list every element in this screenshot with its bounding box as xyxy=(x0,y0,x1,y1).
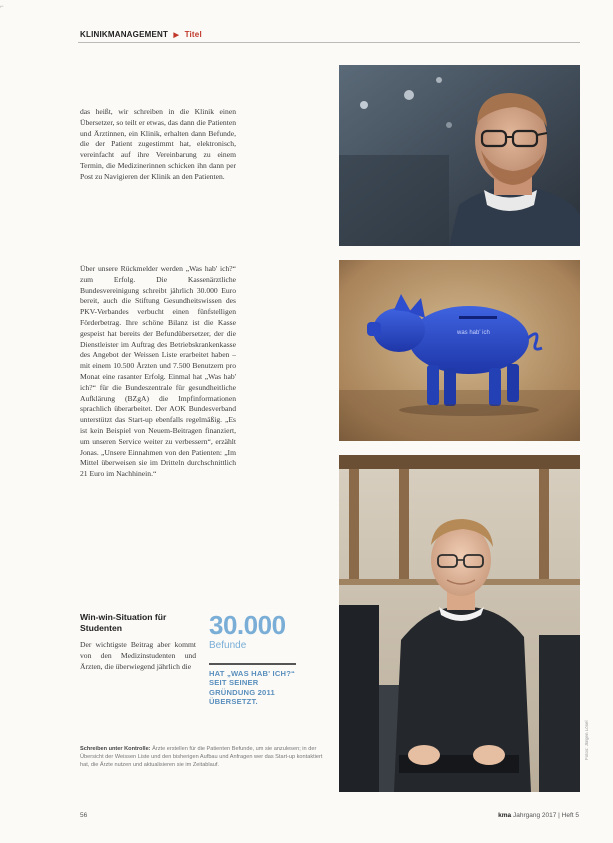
issue-info: Jahrgang 2017 | Heft 5 xyxy=(512,812,579,819)
section-label: KLINIKMANAGEMENT xyxy=(80,30,169,39)
footer-issue xyxy=(498,812,579,819)
photo-credit: Fotos: Jürgen Lösel xyxy=(584,720,589,760)
corner-mark: ⌐ xyxy=(0,4,4,10)
caption-text: Ärzte erstellen für die Patienten Befunde, um sie anzulesen; in der Übersicht der Weissen Liste und den bisherigen Aufbau und Anfragen wer das Start-up kontaktiert hat, die Ärzte nutzen und aktualisieren sie im Zeitablauf. xyxy=(80,746,323,769)
caption-lead: Schreiben unter Kontrolle: xyxy=(80,746,151,752)
photo-man-at-computer xyxy=(339,455,580,792)
page-number: 56 xyxy=(80,812,88,819)
stat-number: 30.000 xyxy=(209,610,286,640)
body-paragraph-1: das heißt, wir schreiben in die Klinik einen Übersetzer, so teilt er etwas, das dann die Patienten und Ärztinnen, ein Klinik, erhalten dann Befunde, die der Patient zugestimmt hat, elektronisch, vereinfacht auf ihre Vereinbarung zu einem Termin, die Medizinerinnen schicken ihn dann per Post zu Navigieren der Klinik an den Patienten. xyxy=(80,107,236,181)
stat-label: Befunde xyxy=(209,640,247,651)
page-header xyxy=(80,30,202,39)
section-heading: Win-win-Situation für Studenten xyxy=(80,612,167,633)
section-paragraph: Der wichtigste Beitrag aber kommt von den Medizinstudenten und Ärzten, die überwiegend jährlich die xyxy=(80,640,196,671)
stat-text: HAT „WAS HAB' ICH?“ SEIT SEINER GRÜNDUNG 2011 ÜBERSETZT. xyxy=(209,669,296,707)
stat-rule xyxy=(209,663,296,665)
photo-piggy-bank xyxy=(339,260,580,441)
header-rule xyxy=(78,42,580,43)
photo-caption xyxy=(80,745,330,770)
photo-portrait-man xyxy=(339,65,580,246)
triangle-icon: ▶ xyxy=(173,32,180,39)
svg-text:was hab' ich: was hab' ich xyxy=(457,330,490,336)
body-paragraph-2: Über unsere Rückmelder werden „Was hab' ich?“ zum Erfolg. Die Kassenärztliche Bundesvereinigung schreibt jährlich 30.000 Euro bereit, auch die Stiftung Gesundheitswissen des PKV-Verbandes verbucht einen fünfstelligen Förderbetrag. Ihre schöne Bilanz ist die Kasse gespeist hat bereits der Befundübersetzer, der die Dienstleister im Auftrag des Betriebskrankenkasse des Angebot der Weissen Liste erarbeitet haben – mit einem 10.500 Ärzten und 7.500 Benutzern pro Monat eine rasanter Erfolg. Einmal hat „Was hab' ich?“ für die Bundeszentrale für gesundheitliche Aufklärung (BZgA) die Impfinformationen sprachlich überarbeitet. Der AOK Bundesverband unterstützt das Start-up ebenfalls regelmäßig. „Es ist kein Beispiel von Neuem-Beitragen finanziert, um unseren Service weiter zu verbessern“, erzählt Jonas. „Unsere Einnahmen von den Patienten: „Im Mittel überweisen sie im Dritteln durchschnittlich 21 Euro im Nachhinein.“ xyxy=(80,264,236,479)
subsection-label: Titel xyxy=(184,30,202,39)
magazine-name: kma xyxy=(498,812,512,819)
